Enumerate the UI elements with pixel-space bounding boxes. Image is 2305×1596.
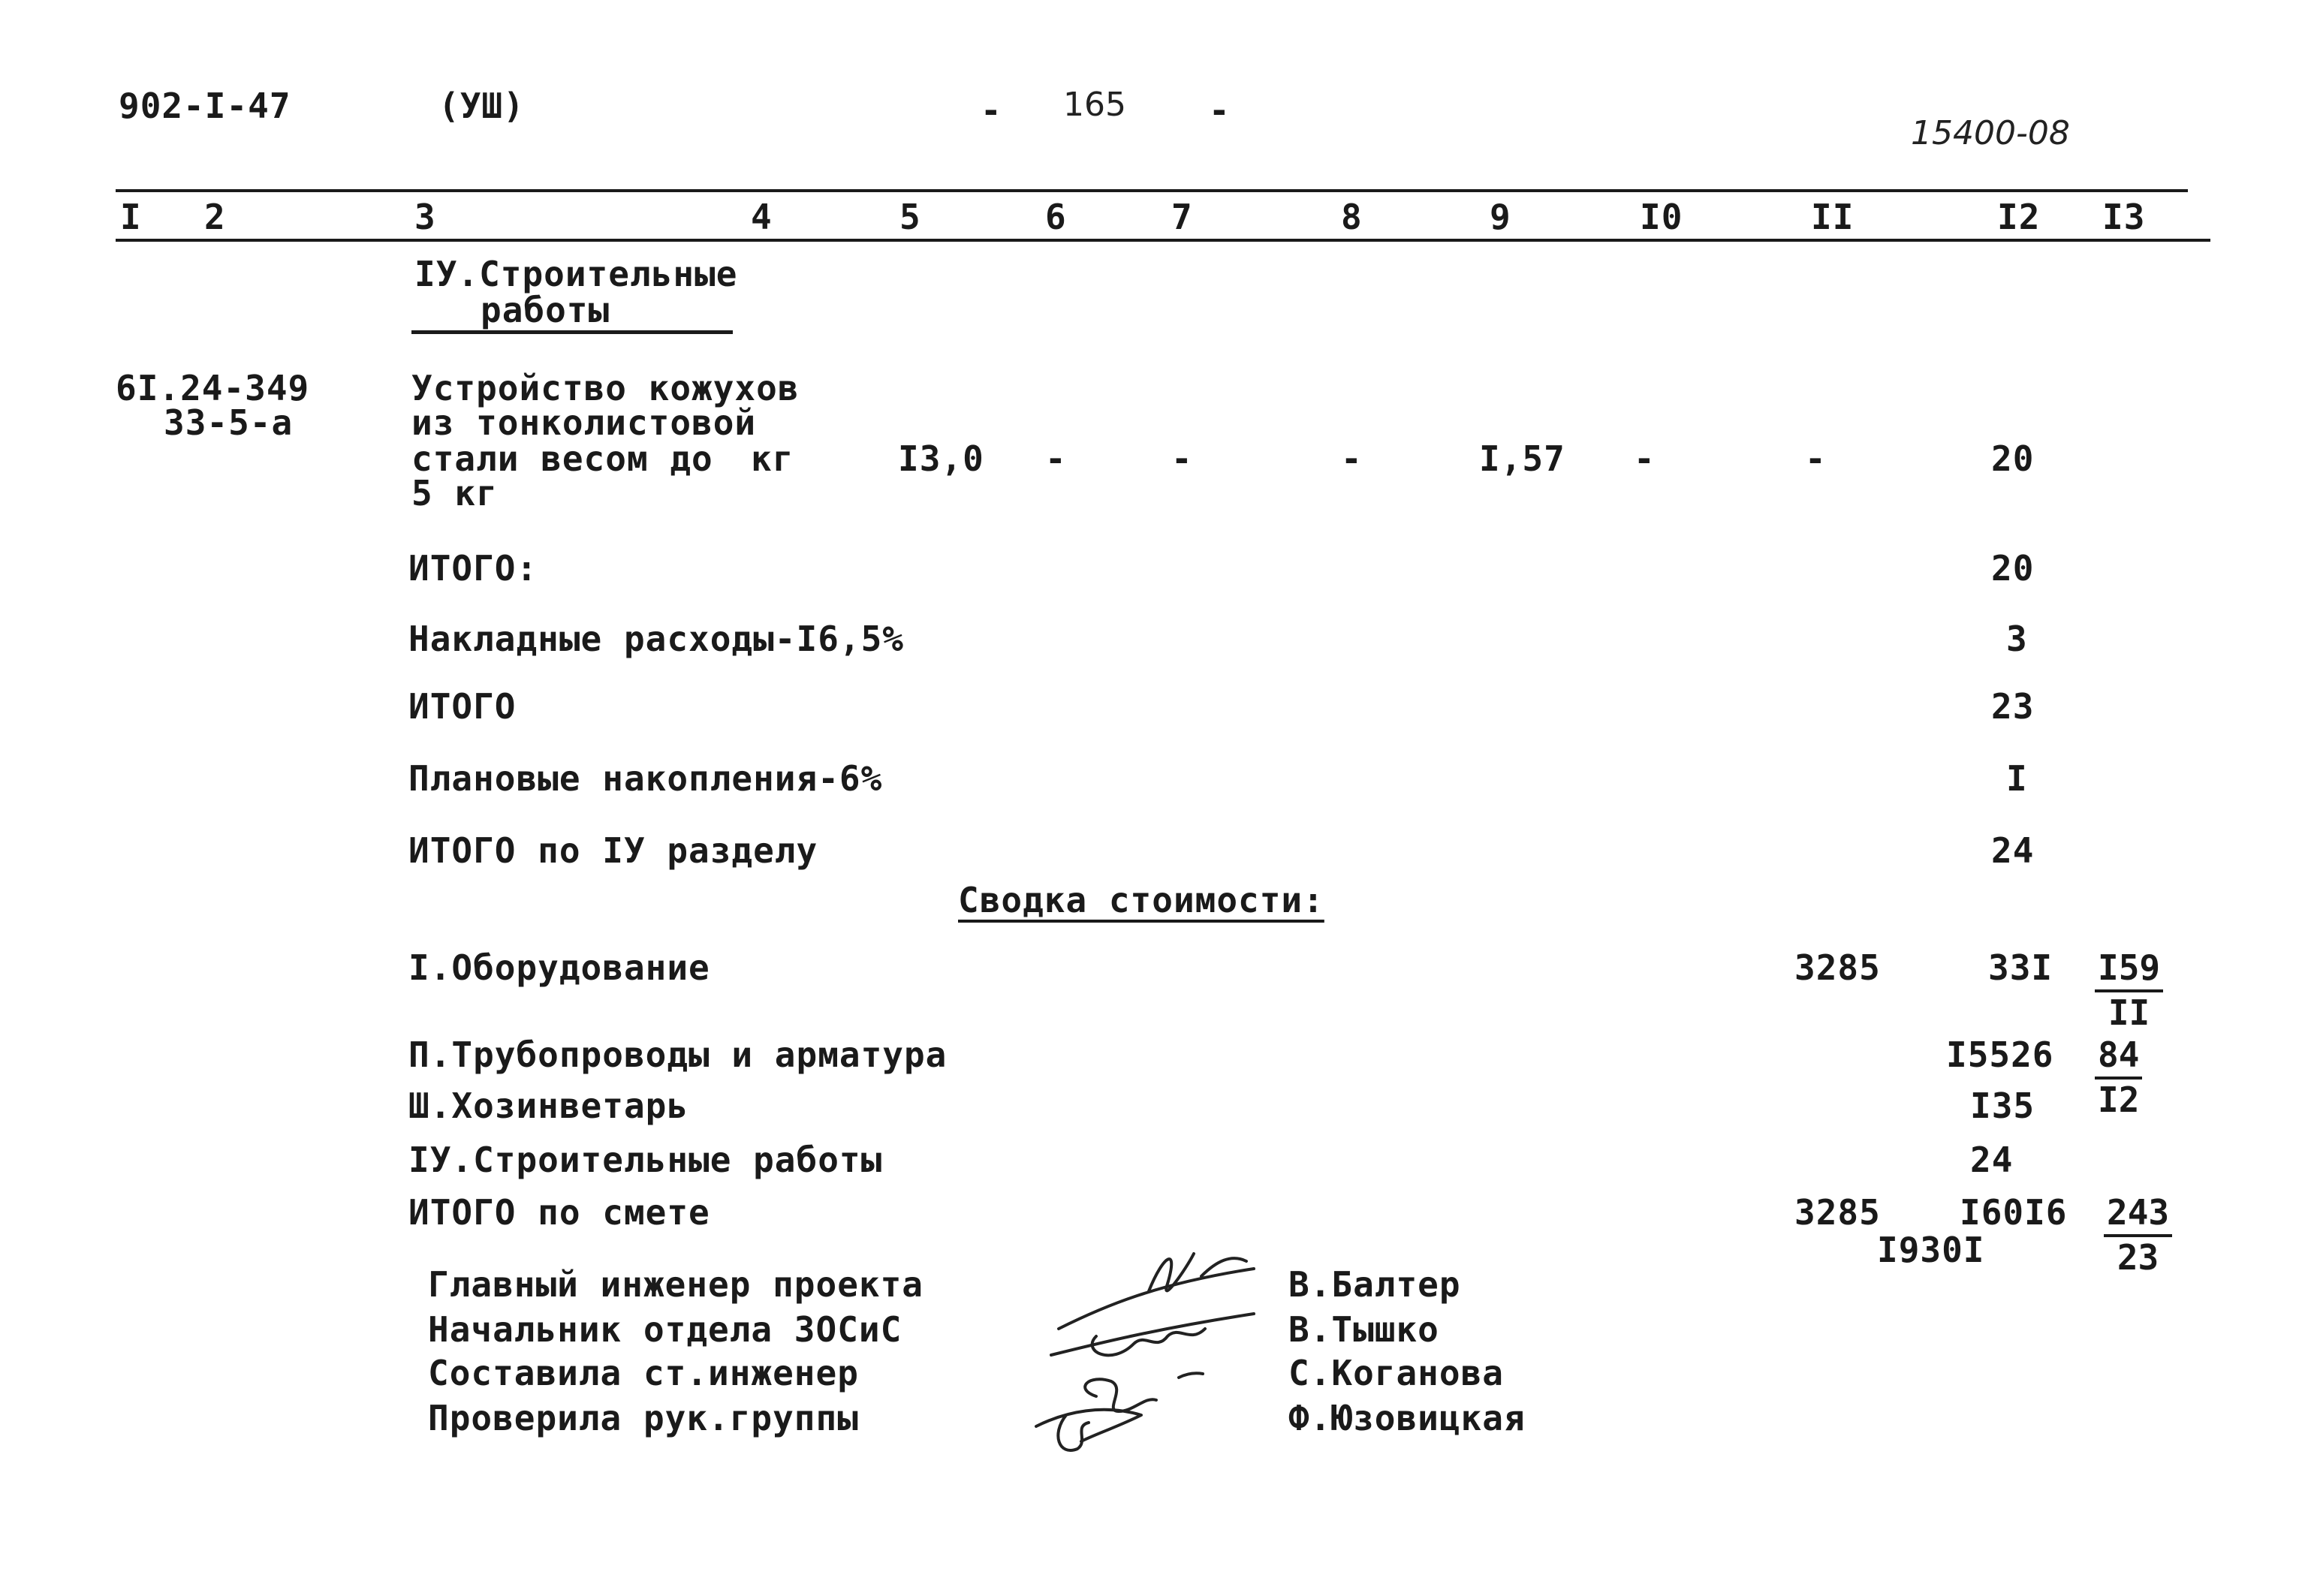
- signature-role-3: Составила ст.инженер: [428, 1353, 859, 1393]
- page-dash-right: -: [1209, 90, 1231, 131]
- col-1: I: [120, 197, 142, 237]
- item-code-line1: 6I.24-349: [116, 368, 310, 408]
- summary-c12-2: I5526: [1946, 1034, 2054, 1075]
- item-name-line1: Устройство кожухов: [411, 368, 800, 408]
- volume-label: (УШ): [438, 86, 525, 126]
- item-col9: I,57: [1479, 438, 1565, 479]
- signature-role-2: Начальник отдела ЗОСиС: [428, 1309, 902, 1350]
- item-col6: -: [1045, 438, 1067, 479]
- summary-c13-num-5: 243: [2104, 1195, 2172, 1237]
- col-9: 9: [1490, 197, 1511, 237]
- item-col12: 20: [1991, 438, 2035, 479]
- item-code-line2: 33-5-а: [164, 402, 294, 443]
- summary-c13-num-1: I59: [2095, 950, 2163, 992]
- col-10: I0: [1640, 197, 1683, 237]
- summary-c13-den-2: I2: [2098, 1080, 2140, 1120]
- item-col10: -: [1634, 438, 1656, 479]
- item-unit: кг: [751, 438, 794, 479]
- signature-role-4: Проверила рук.группы: [428, 1398, 859, 1438]
- col-6: 6: [1045, 197, 1067, 237]
- col-3: 3: [414, 197, 436, 237]
- header-bottom-rule: [116, 239, 2210, 242]
- col-13: I3: [2102, 197, 2146, 237]
- section-title-line2: работы: [481, 290, 610, 330]
- total-value-3: 23: [1991, 686, 2035, 727]
- summary-c13-fraction-5: [2104, 1192, 2172, 1278]
- section-title-underline: [411, 330, 733, 334]
- summary-label-3: Ш.Хозинветарь: [408, 1086, 689, 1126]
- summary-c12-4: 24: [1970, 1140, 2014, 1180]
- summary-c13-fraction-2: [2095, 1034, 2142, 1120]
- summary-c13-num-2: 84: [2095, 1037, 2142, 1080]
- document-code: 902-I-47: [119, 86, 291, 126]
- page-number: 165: [1063, 86, 1126, 124]
- document-number: 15400-08: [1911, 114, 2070, 152]
- col-5: 5: [899, 197, 921, 237]
- summary-c12-3: I35: [1970, 1086, 2035, 1126]
- page-dash-left: -: [981, 90, 1002, 131]
- total-label-4: Плановые накопления-6%: [408, 758, 883, 799]
- header-top-rule: [116, 189, 2188, 192]
- summary-label-4: IУ.Строительные работы: [408, 1140, 883, 1180]
- grand-total: I930I: [1877, 1230, 1985, 1270]
- item-quantity: I3,0: [898, 438, 984, 479]
- summary-c12-5: I60I6: [1960, 1192, 2068, 1233]
- col-4: 4: [751, 197, 773, 237]
- summary-label-2: П.Трубопроводы и арматура: [408, 1034, 948, 1075]
- total-value-5: 24: [1991, 830, 2035, 871]
- summary-c12-1: 33I: [1988, 947, 2053, 988]
- total-value-2: 3: [2006, 619, 2028, 659]
- handwritten-signatures: [1006, 1224, 1291, 1464]
- item-name-line2: из тонколистовой: [411, 402, 757, 443]
- summary-c13-fraction-1: [2095, 947, 2163, 1033]
- col-12: I2: [1997, 197, 2041, 237]
- signature-role-1: Главный инженер проекта: [428, 1264, 924, 1305]
- col-2: 2: [204, 197, 226, 237]
- signature-name-3: С.Коганова: [1288, 1353, 1504, 1393]
- section-title-line1: IУ.Строительные: [414, 254, 738, 294]
- item-name-line3: стали весом до: [411, 438, 713, 479]
- col-7: 7: [1171, 197, 1193, 237]
- total-value-1: 20: [1991, 548, 2035, 589]
- signature-name-1: В.Балтер: [1288, 1264, 1461, 1305]
- col-8: 8: [1341, 197, 1363, 237]
- summary-label-1: I.Оборудование: [408, 947, 710, 988]
- signature-name-2: В.Тышко: [1288, 1309, 1439, 1350]
- total-label-3: ИТОГО: [408, 686, 517, 727]
- item-col11: -: [1805, 438, 1827, 479]
- item-col8: -: [1341, 438, 1363, 479]
- total-label-5: ИТОГО по IУ разделу: [408, 830, 818, 871]
- summary-label-5: ИТОГО по смете: [408, 1192, 710, 1233]
- signature-name-4: Ф.Юзовицкая: [1288, 1398, 1526, 1438]
- summary-c11-1: 3285: [1794, 947, 1881, 988]
- col-11: II: [1811, 197, 1855, 237]
- summary-c13-den-1: II: [2108, 992, 2150, 1033]
- summary-c11-5: 3285: [1794, 1192, 1881, 1233]
- summary-c13-den-5: 23: [2117, 1237, 2159, 1278]
- total-label-2: Накладные расходы-I6,5%: [408, 619, 904, 659]
- summary-title: Сводка стоимости:: [958, 880, 1324, 920]
- total-value-4: I: [2006, 758, 2028, 799]
- item-name-line4: 5 кг: [411, 473, 498, 513]
- total-label-1: ИТОГО:: [408, 548, 538, 589]
- item-col7: -: [1171, 438, 1193, 479]
